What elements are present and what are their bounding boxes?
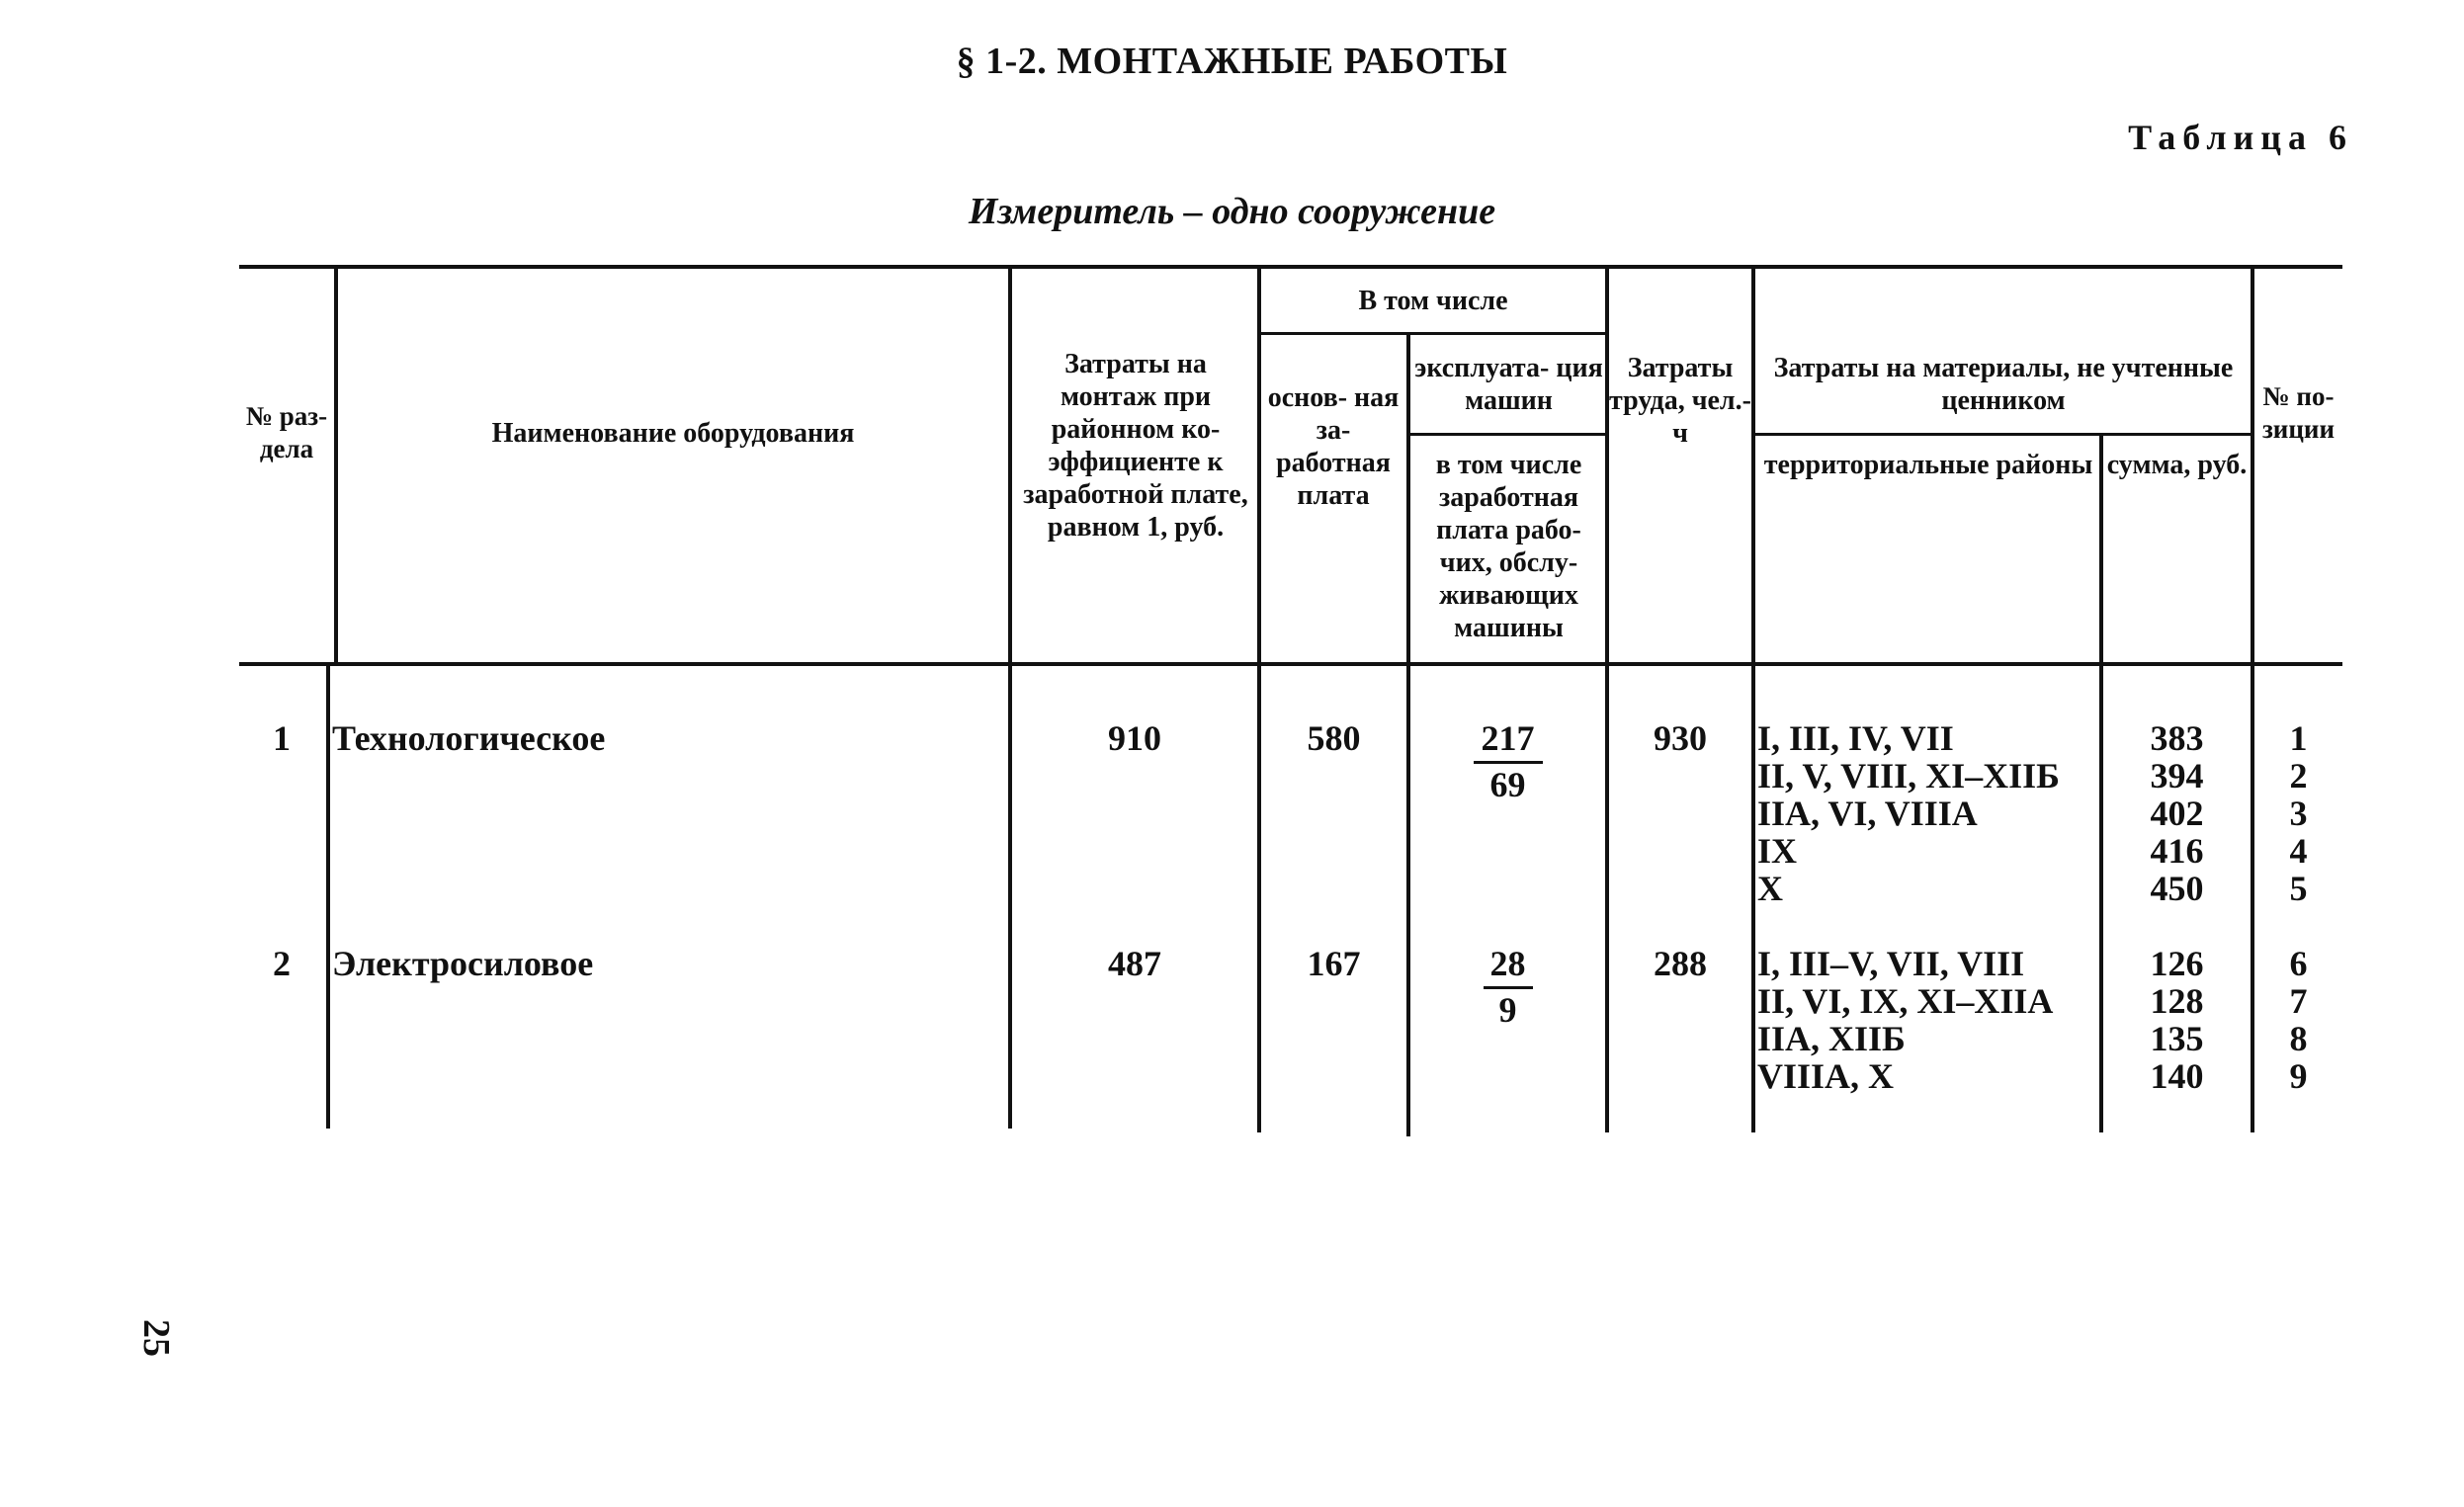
row-1-position-1: 1 — [2289, 718, 2308, 758]
header-labor-cost: Затраты труда, чел.-ч — [1609, 353, 1751, 449]
row-2-region-2: II, VI, IX, XI–XIIA — [1757, 981, 2054, 1021]
row-1-region-1: I, III, IV, VII — [1757, 718, 1954, 758]
header-basic-wage: основ- ная за- работная плата — [1267, 382, 1400, 511]
header-equipment-name: Наименование оборудования — [491, 417, 855, 449]
row-2-basic-wage: 167 — [1307, 944, 1361, 983]
header-sum: сумма, руб. — [2106, 450, 2248, 480]
row-1-region-4: IX — [1757, 831, 1798, 871]
row-2-fraction-bar — [1484, 986, 1533, 989]
row-2-machine-fraction — [1410, 945, 1605, 1029]
row-2-sum-3: 135 — [2150, 1019, 2204, 1058]
row-2-sum-1: 126 — [2150, 944, 2204, 983]
table-label: Таблица 6 — [2128, 118, 2353, 157]
row-1-sum-4: 416 — [2150, 831, 2204, 871]
row-1-equipment-name: Технологическое — [332, 718, 606, 758]
row-1-position-2: 2 — [2289, 756, 2308, 795]
including-group-rule — [1259, 332, 1607, 335]
row-2-region-4: VIIIA, X — [1757, 1056, 1895, 1096]
row-1-installation-cost: 910 — [1108, 718, 1161, 758]
header-machine-wage: в том числе заработная плата рабо- чих, обслу- живающих машины — [1435, 450, 1582, 643]
row-1-position-3: 3 — [2289, 794, 2308, 833]
row-1-sum-3: 402 — [2150, 794, 2204, 833]
materials-group-rule — [1753, 433, 2252, 436]
page-number: 25 — [135, 1319, 177, 1357]
row-1-region-5: X — [1757, 869, 1783, 908]
row-1-position-4: 4 — [2289, 831, 2308, 871]
row-1-region-2: II, V, VIII, XI–XIIБ — [1757, 756, 2060, 795]
row-2-machine-wage: 9 — [1498, 990, 1517, 1030]
row-2-position-4: 9 — [2289, 1056, 2308, 1096]
row-2-region-3: IIA, XIIБ — [1757, 1019, 1906, 1058]
row-1-machine-fraction — [1410, 719, 1605, 803]
row-1-machine-wage: 69 — [1489, 765, 1526, 804]
col-rule-2 — [1008, 265, 1012, 1129]
row-2-equipment-name: Электросиловое — [332, 944, 594, 983]
row-1-labor-cost: 930 — [1654, 718, 1707, 758]
row-2-installation-cost: 487 — [1108, 944, 1161, 983]
header-position-number: № по- зиции — [2261, 381, 2336, 444]
row-2-labor-cost: 288 — [1654, 944, 1707, 983]
table-top-rule — [239, 265, 2342, 269]
header-territorial-regions: территориальные районы — [1763, 450, 2093, 480]
section-title: § 1-2. МОНТАЖНЫЕ РАБОТЫ — [956, 41, 1508, 82]
row-1-sum-1: 383 — [2150, 718, 2204, 758]
row-2-machine-operation: 28 — [1489, 944, 1526, 983]
header-materials-group: Затраты на материалы, не учтенные ценником — [1773, 353, 2234, 416]
col-rule-6 — [1751, 265, 1755, 1132]
header-installation-cost: Затраты на монтаж при районном ко- эффициенте к заработной плате, равном 1, руб. — [1023, 349, 1248, 543]
unit-line: Измеритель – одно сооружение — [968, 191, 1496, 232]
row-1-machine-operation: 217 — [1481, 718, 1535, 758]
cost-table — [239, 265, 2342, 1134]
header-including-group: В том числе — [1358, 285, 1508, 316]
header-bottom-rule — [239, 662, 2342, 666]
row-2-section: 2 — [273, 944, 291, 983]
row-1-region-3: IIA, VI, VIIIA — [1757, 794, 1978, 833]
row-2-position-1: 6 — [2289, 944, 2308, 983]
header-machine-operation: эксплуата- ция машин — [1414, 353, 1603, 416]
machine-op-rule — [1408, 433, 1607, 436]
row-2-position-3: 8 — [2289, 1019, 2308, 1058]
row-1-section: 1 — [273, 718, 291, 758]
row-1-sum-5: 450 — [2150, 869, 2204, 908]
row-2-position-2: 7 — [2289, 981, 2308, 1021]
row-2-region-1: I, III–V, VII, VIII — [1757, 944, 2025, 983]
header-section-number: № раз- дела — [245, 401, 328, 463]
col-rule-1-body — [326, 664, 330, 1129]
row-2-sum-2: 128 — [2150, 981, 2204, 1021]
row-1-fraction-bar — [1474, 761, 1543, 764]
row-2-sum-4: 140 — [2150, 1056, 2204, 1096]
row-1-position-5: 5 — [2289, 869, 2308, 908]
row-1-basic-wage: 580 — [1307, 718, 1361, 758]
row-1-sum-2: 394 — [2150, 756, 2204, 795]
